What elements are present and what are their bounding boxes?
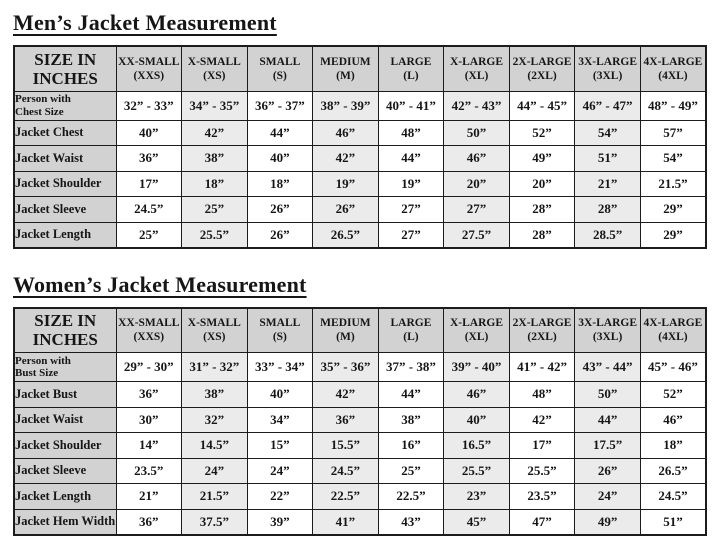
womens-measurement-table <box>13 307 707 536</box>
measurement-value: 24” <box>575 484 641 510</box>
measurement-value: 17” <box>509 433 575 459</box>
person-size-value: 31” - 32” <box>182 353 248 382</box>
measurement-row <box>14 458 706 484</box>
measurement-value: 20” <box>509 171 575 197</box>
person-size-value: 41” - 42” <box>509 353 575 382</box>
size-name: MEDIUM <box>320 55 371 68</box>
measurement-row-label: Jacket Waist <box>14 146 116 172</box>
measurement-value: 51” <box>640 509 706 535</box>
size-column-header <box>313 308 379 353</box>
size-code: (M) <box>336 69 355 82</box>
person-size-value: 44” - 45” <box>509 91 575 120</box>
person-size-value: 32” - 33” <box>116 91 182 120</box>
measurement-value: 46” <box>640 407 706 433</box>
person-size-value: 48” - 49” <box>640 91 706 120</box>
measurement-value: 38” <box>182 382 248 408</box>
measurement-value: 28” <box>509 222 575 248</box>
measurement-value: 24.5” <box>116 197 182 223</box>
measurement-value: 48” <box>378 120 444 146</box>
size-column-header <box>575 46 641 91</box>
measurement-value: 32” <box>182 407 248 433</box>
measurement-value: 30” <box>116 407 182 433</box>
size-name: X-SMALL <box>187 317 241 330</box>
size-column-header <box>444 46 510 91</box>
measurement-value: 36” <box>116 382 182 408</box>
measurement-value: 18” <box>182 171 248 197</box>
measurement-value: 45” <box>444 509 510 535</box>
measurement-value: 22.5” <box>378 484 444 510</box>
measurement-value: 24” <box>182 458 248 484</box>
size-code: (XXS) <box>133 331 165 344</box>
measurement-value: 49” <box>509 146 575 172</box>
size-name: SMALL <box>259 317 301 330</box>
measurement-value: 25.5” <box>182 222 248 248</box>
measurement-row-label: Jacket Shoulder <box>14 433 116 459</box>
measurement-value: 42” <box>313 382 379 408</box>
size-column-header <box>640 46 706 91</box>
size-in-inches-header <box>14 308 116 353</box>
size-code: (2XL) <box>527 69 557 82</box>
measurement-value: 25.5” <box>444 458 510 484</box>
measurement-value: 15” <box>247 433 313 459</box>
measurement-row <box>14 120 706 146</box>
measurement-value: 26” <box>313 197 379 223</box>
person-size-value: 34” - 35” <box>182 91 248 120</box>
measurement-row-label: Jacket Shoulder <box>14 171 116 197</box>
measurement-value: 14” <box>116 433 182 459</box>
measurement-value: 17” <box>116 171 182 197</box>
size-column-header <box>182 308 248 353</box>
measurement-row-label: Jacket Sleeve <box>14 458 116 484</box>
measurement-value: 52” <box>509 120 575 146</box>
mens-measurement-section <box>13 10 707 249</box>
person-size-value: 37” - 38” <box>378 353 444 382</box>
size-column-header <box>509 308 575 353</box>
measurement-value: 29” <box>640 197 706 223</box>
measurement-value: 37.5” <box>182 509 248 535</box>
person-size-value: 33” - 34” <box>247 353 313 382</box>
person-size-value: 42” - 43” <box>444 91 510 120</box>
measurement-value: 23.5” <box>509 484 575 510</box>
measurement-value: 28.5” <box>575 222 641 248</box>
measurement-row <box>14 197 706 223</box>
measurement-value: 50” <box>444 120 510 146</box>
measurement-value: 44” <box>575 407 641 433</box>
measurement-row-label: Jacket Length <box>14 222 116 248</box>
measurement-value: 34” <box>247 407 313 433</box>
size-column-header <box>378 46 444 91</box>
size-column-header <box>575 308 641 353</box>
measurement-value: 26” <box>575 458 641 484</box>
person-size-value: 43” - 44” <box>575 353 641 382</box>
measurement-value: 28” <box>575 197 641 223</box>
measurement-row <box>14 382 706 408</box>
mens-measurement-table <box>13 45 707 249</box>
measurement-row-label: Jacket Sleeve <box>14 197 116 223</box>
measurement-value: 39” <box>247 509 313 535</box>
measurement-value: 46” <box>444 146 510 172</box>
measurement-value: 47” <box>509 509 575 535</box>
measurement-row <box>14 407 706 433</box>
size-code: (2XL) <box>527 331 557 344</box>
measurement-value: 27” <box>378 222 444 248</box>
measurement-row <box>14 433 706 459</box>
measurement-row-label: Jacket Length <box>14 484 116 510</box>
size-header-row <box>14 46 706 91</box>
size-column-header <box>640 308 706 353</box>
size-code: (4XL) <box>658 69 688 82</box>
corner-line-2: INCHES <box>32 330 98 350</box>
measurement-value: 42” <box>182 120 248 146</box>
measurement-value: 51” <box>575 146 641 172</box>
corner-line-1: SIZE IN <box>34 49 97 69</box>
person-label-line-2: Bust Size <box>15 367 59 379</box>
measurement-value: 25.5” <box>509 458 575 484</box>
size-name: X-LARGE <box>449 55 504 68</box>
measurement-value: 14.5” <box>182 433 248 459</box>
measurement-value: 46” <box>313 120 379 146</box>
measurement-value: 49” <box>575 509 641 535</box>
size-column-header <box>444 308 510 353</box>
size-name: SMALL <box>259 55 301 68</box>
measurement-value: 21.5” <box>640 171 706 197</box>
person-row-label <box>14 353 116 382</box>
measurement-value: 25” <box>378 458 444 484</box>
size-name: LARGE <box>390 317 432 330</box>
person-size-value: 45” - 46” <box>640 353 706 382</box>
size-code: (3XL) <box>592 69 623 82</box>
measurement-value: 21” <box>116 484 182 510</box>
size-code: (L) <box>403 69 419 82</box>
size-name: 2X-LARGE <box>512 55 572 68</box>
person-size-value: 35” - 36” <box>313 353 379 382</box>
measurement-value: 40” <box>116 120 182 146</box>
size-name: 3X-LARGE <box>578 55 637 68</box>
size-column-header <box>182 46 248 91</box>
person-label-line-1: Person with <box>15 354 71 367</box>
measurement-value: 54” <box>575 120 641 146</box>
person-size-value: 46” - 47” <box>575 91 641 120</box>
measurement-row <box>14 484 706 510</box>
womens-table-title: Women’s Jacket Measurement <box>13 271 307 297</box>
size-name: 3X-LARGE <box>578 317 637 330</box>
size-column-header <box>313 46 379 91</box>
measurement-value: 41” <box>313 509 379 535</box>
measurement-value: 25” <box>182 197 248 223</box>
size-column-header <box>509 46 575 91</box>
size-name: X-LARGE <box>449 317 504 330</box>
measurement-value: 42” <box>509 407 575 433</box>
size-code: (M) <box>336 331 355 344</box>
measurement-value: 24.5” <box>313 458 379 484</box>
size-column-header <box>378 308 444 353</box>
measurement-value: 48” <box>509 382 575 408</box>
person-row-label <box>14 91 116 120</box>
person-size-value: 39” - 40” <box>444 353 510 382</box>
womens-measurement-section <box>13 272 707 536</box>
measurement-value: 18” <box>640 433 706 459</box>
size-name: MEDIUM <box>320 317 371 330</box>
measurement-value: 19” <box>313 171 379 197</box>
size-name: 2X-LARGE <box>512 317 572 330</box>
person-label-line-1: Person with <box>15 93 71 106</box>
measurement-value: 28” <box>509 197 575 223</box>
size-code: (XL) <box>464 69 489 82</box>
mens-table-title: Men’s Jacket Measurement <box>13 10 277 35</box>
size-name: X-SMALL <box>187 55 241 68</box>
size-name: XX-SMALL <box>118 55 180 68</box>
measurement-row <box>14 222 706 248</box>
size-header-row <box>14 308 706 353</box>
size-column-header <box>116 46 182 91</box>
measurement-value: 36” <box>116 146 182 172</box>
size-code: (3XL) <box>592 331 623 344</box>
measurement-value: 52” <box>640 382 706 408</box>
measurement-value: 23” <box>444 484 510 510</box>
measurement-value: 57” <box>640 120 706 146</box>
measurement-value: 23.5” <box>116 458 182 484</box>
size-code: (L) <box>403 331 419 344</box>
person-size-value: 40” - 41” <box>378 91 444 120</box>
size-name: LARGE <box>390 55 432 68</box>
measurement-value: 16” <box>378 433 444 459</box>
measurement-value: 44” <box>378 146 444 172</box>
measurement-value: 20” <box>444 171 510 197</box>
measurement-value: 43” <box>378 509 444 535</box>
measurement-row-label: Jacket Hem Width <box>14 509 116 535</box>
measurement-value: 27.5” <box>444 222 510 248</box>
measurement-value: 27” <box>378 197 444 223</box>
size-column-header <box>116 308 182 353</box>
size-column-header <box>247 46 313 91</box>
measurement-value: 38” <box>182 146 248 172</box>
measurement-value: 24.5” <box>640 484 706 510</box>
size-in-inches-header <box>14 46 116 91</box>
size-code: (XS) <box>203 69 226 82</box>
size-code: (XL) <box>464 331 489 344</box>
corner-line-1: SIZE IN <box>34 311 97 331</box>
measurement-value: 26” <box>247 222 313 248</box>
measurement-value: 44” <box>247 120 313 146</box>
person-size-row <box>14 353 706 382</box>
measurement-value: 22” <box>247 484 313 510</box>
person-size-value: 36” - 37” <box>247 91 313 120</box>
measurement-value: 26.5” <box>313 222 379 248</box>
measurement-value: 40” <box>247 146 313 172</box>
measurement-value: 25” <box>116 222 182 248</box>
size-column-header <box>247 308 313 353</box>
measurement-value: 15.5” <box>313 433 379 459</box>
measurement-value: 26” <box>247 197 313 223</box>
measurement-value: 42” <box>313 146 379 172</box>
measurement-value: 40” <box>247 382 313 408</box>
measurement-value: 44” <box>378 382 444 408</box>
size-code: (4XL) <box>658 331 688 344</box>
measurement-value: 21” <box>575 171 641 197</box>
measurement-value: 18” <box>247 171 313 197</box>
measurement-row <box>14 146 706 172</box>
measurement-value: 54” <box>640 146 706 172</box>
size-name: 4X-LARGE <box>643 317 703 330</box>
measurement-value: 40” <box>444 407 510 433</box>
measurement-value: 21.5” <box>182 484 248 510</box>
size-name: XX-SMALL <box>118 317 180 330</box>
corner-line-2: INCHES <box>32 68 98 88</box>
measurement-row-label: Jacket Chest <box>14 120 116 146</box>
person-size-row <box>14 91 706 120</box>
measurement-value: 36” <box>116 509 182 535</box>
size-code: (S) <box>272 331 287 344</box>
measurement-value: 29” <box>640 222 706 248</box>
person-size-value: 38” - 39” <box>313 91 379 120</box>
measurement-value: 24” <box>247 458 313 484</box>
measurement-value: 16.5” <box>444 433 510 459</box>
measurement-value: 46” <box>444 382 510 408</box>
measurement-value: 19” <box>378 171 444 197</box>
measurement-value: 17.5” <box>575 433 641 459</box>
measurement-value: 36” <box>313 407 379 433</box>
size-code: (XXS) <box>133 69 165 82</box>
measurement-row <box>14 509 706 535</box>
size-code: (S) <box>272 69 287 82</box>
measurement-value: 38” <box>378 407 444 433</box>
measurement-row-label: Jacket Bust <box>14 382 116 408</box>
size-code: (XS) <box>203 331 226 344</box>
measurement-value: 27” <box>444 197 510 223</box>
person-label-line-2: Chest Size <box>15 105 64 118</box>
measurement-value: 26.5” <box>640 458 706 484</box>
measurement-row <box>14 171 706 197</box>
measurement-row-label: Jacket Waist <box>14 407 116 433</box>
size-name: 4X-LARGE <box>643 55 703 68</box>
measurement-value: 50” <box>575 382 641 408</box>
person-size-value: 29” - 30” <box>116 353 182 382</box>
measurement-value: 22.5” <box>313 484 379 510</box>
